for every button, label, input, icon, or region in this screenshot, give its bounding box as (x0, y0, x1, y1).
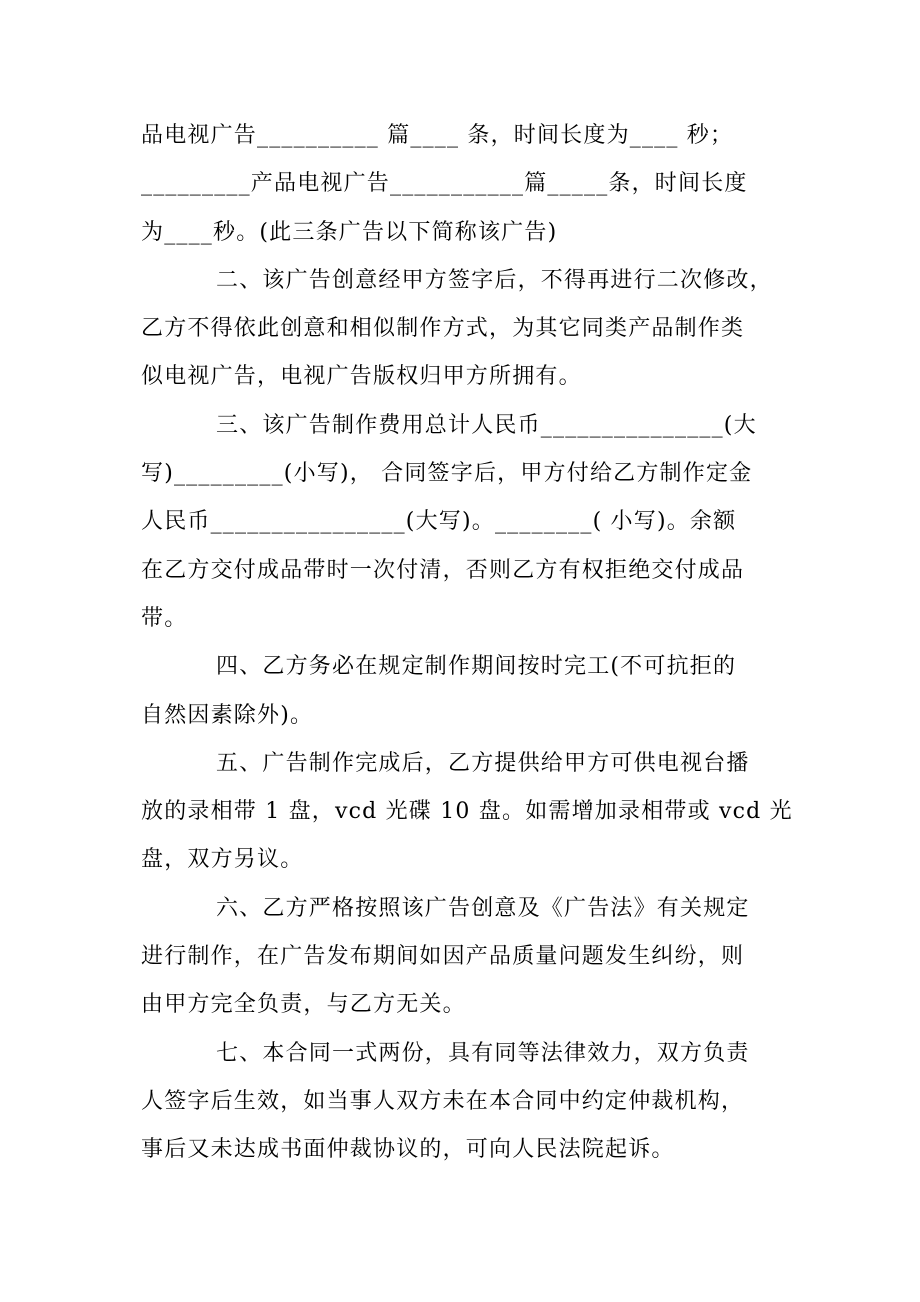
clause-6-line: 六、乙方严格按照该广告创意及《广告法》有关规定 (216, 895, 750, 921)
text-line: 似电视广告，电视广告版权归甲方所拥有。 (141, 364, 582, 390)
text-line: 写)_________(小写)， 合同签字后，甲方付给乙方制作定金 (141, 461, 753, 487)
text-line: 乙方不得依此创意和相似制作方式，为其它同类产品制作类 (141, 316, 745, 342)
clause-7-line: 七、本合同一式两份，具有同等法律效力，双方负责 (216, 1040, 750, 1066)
text-line: 放的录相带 1 盘，vcd 光碟 10 盘。如需增加录相带或 vcd 光 (141, 799, 793, 825)
text-line: 品电视广告__________ 篇____ 条，时间长度为____ 秒； (141, 123, 734, 148)
clause-5-line: 五、广告制作完成后，乙方提供给甲方可供电视台播 (216, 750, 750, 776)
contract-body (141, 112, 793, 1175)
text-line: 由甲方完全负责，与乙方无关。 (141, 992, 466, 1018)
text-line: 自然因素除外)。 (141, 702, 314, 728)
clause-4-line: 四、乙方务必在规定制作期间按时完工(不可抗拒的 (216, 654, 737, 680)
text-line: 人签字后生效，如当事人双方未在本合同中约定仲裁机构， (141, 1088, 745, 1114)
clause-2-line: 二、该广告创意经甲方签字后，不得再进行二次修改， (216, 267, 773, 293)
text-line: 在乙方交付成品带时一次付清，否则乙方有权拒绝交付成品 (141, 557, 745, 583)
text-line: 带。 (141, 605, 188, 631)
text-line: 人民币________________(大写)。________( 小写)。余额 (141, 509, 737, 535)
text-line: 进行制作，在广告发布期间如因产品质量问题发生纠纷，则 (141, 944, 745, 970)
text-line: _________产品电视广告___________篇_____条，时间长度 (141, 171, 748, 197)
text-line: 盘，双方另议。 (141, 847, 304, 873)
text-line: 事后又未达成书面仲裁协议的，可向人民法院起诉。 (141, 1137, 675, 1163)
text-line: 为____秒。(此三条广告以下简称该广告) (141, 219, 558, 245)
clause-3-line: 三、该广告制作费用总计人民币_______________(大 (216, 412, 757, 438)
